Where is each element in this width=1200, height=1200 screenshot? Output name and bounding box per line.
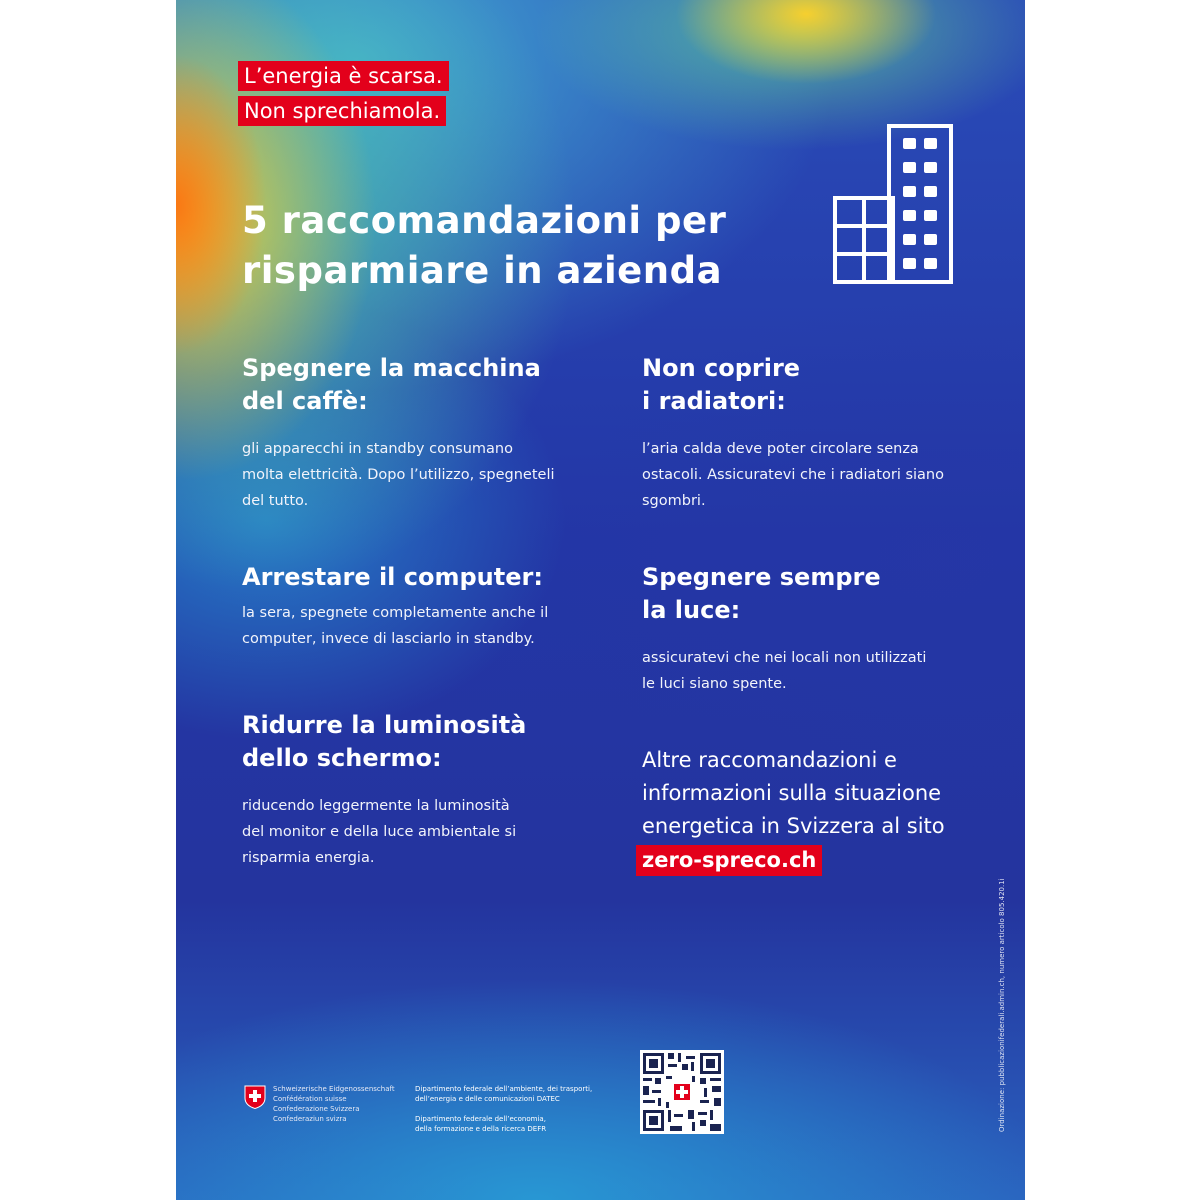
recommendation-screen-brightness xyxy=(242,709,582,871)
recommendation-computer xyxy=(242,561,582,652)
department-datec: Dipartimento federale dell’ambiente, dei trasporti, dell’energia e delle comunicazioni DATEC xyxy=(415,1085,593,1103)
building-icon xyxy=(832,124,956,290)
recommendation-text: assicuratevi che nei locali non utilizzati le luci siano spente. xyxy=(642,650,927,692)
recommendation-heading: Spegnere la macchina del caffè: xyxy=(242,354,541,415)
headline-line-2: Non sprechiamola. xyxy=(238,96,446,126)
page-title: 5 raccomandazioni per risparmiare in azienda xyxy=(242,199,727,292)
confederation-names xyxy=(273,1084,395,1124)
recommendation-heading: Ridurre la luminosità dello schermo: xyxy=(242,711,527,772)
recommendation-heading: Spegnere sempre la luce: xyxy=(642,563,881,624)
confederation-name: Confederaziun svizra xyxy=(273,1115,347,1123)
recommendation-coffee-machine xyxy=(242,352,582,514)
recommendation-text: gli apparecchi in standby consumano molta elettricità. Dopo l’utilizzo, spegneteli del tutto. xyxy=(242,441,555,509)
recommendation-text: la sera, spegnete completamente anche il computer, invece di lasciarlo in standby. xyxy=(242,605,549,647)
recommendation-radiators xyxy=(642,352,982,514)
poster xyxy=(176,0,1025,1200)
confederation-name: Schweizerische Eidgenossenschaft xyxy=(273,1085,395,1093)
recommendation-heading: Non coprire i radiatori: xyxy=(642,354,801,415)
recommendation-text: riducendo leggermente la luminosità del monitor e della luce ambientale si risparmia energia. xyxy=(242,798,517,866)
qr-code[interactable] xyxy=(640,1050,724,1134)
recommendation-text: l’aria calda deve poter circolare senza ostacoli. Assicuratevi che i radiatori siano sgombri. xyxy=(642,441,944,509)
swiss-cross-icon xyxy=(244,1085,266,1109)
recommendation-heading: Arrestare il computer: xyxy=(242,563,543,591)
headline-line-1: L’energia è scarsa. xyxy=(238,61,449,91)
more-info-text: Altre raccomandazioni e informazioni sulla situazione energetica in Svizzera al sito xyxy=(642,748,945,838)
confederation-name: Confederazione Svizzera xyxy=(273,1105,360,1113)
confederation-name: Confédération suisse xyxy=(273,1095,347,1103)
recommendation-lights xyxy=(642,561,982,697)
website-link[interactable]: zero-spreco.ch xyxy=(636,845,822,876)
order-note: Ordinazione: pubblicazionifederali.admin.ch, numero articolo 805.420.1i xyxy=(998,878,1006,1132)
department-defr: Dipartimento federale dell’economia, della formazione e della ricerca DEFR xyxy=(415,1115,547,1133)
